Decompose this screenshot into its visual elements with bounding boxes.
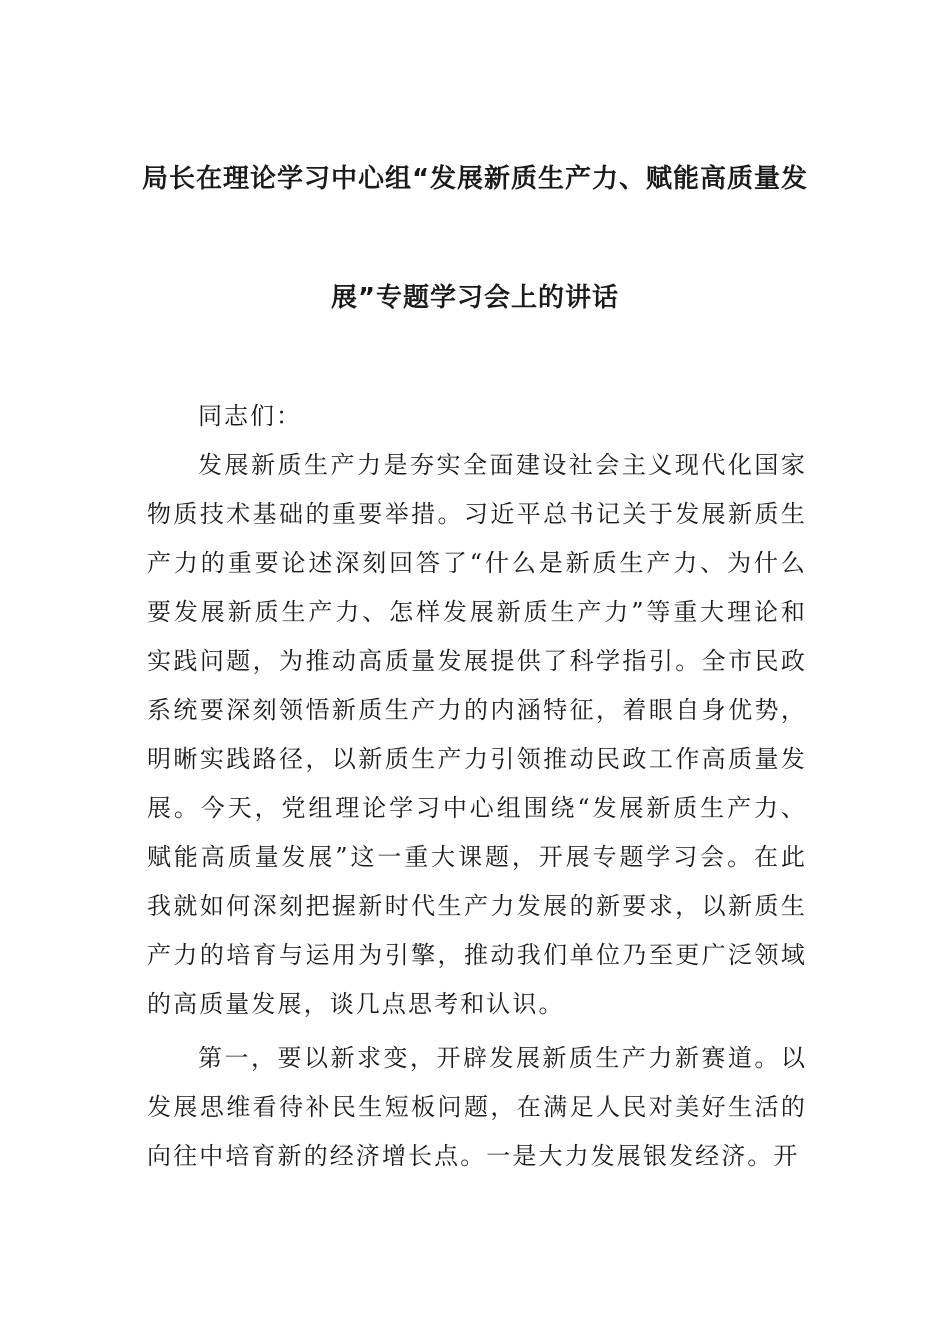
- paragraph-intro: 发展新质生产力是夯实全面建设社会主义现代化国家物质技术基础的重要举措。习近平总书记关于发展新质生产力的重要论述深刻回答了“什么是新质生产力、为什么要发展新质生产力、怎样发展新质生产力”等重大理论和实践问题，为推动高质量发展提供了科学指引。全市民政系统要深刻领悟新质生产力的内涵特征，着眼自身优势，明晰实践路径，以新质生产力引领推动民政工作高质量发展。今天，党组理论学习中心组围绕“发展新质生产力、赋能高质量发展”这一重大课题，开展专题学习会。在此我就如何深刻把握新时代生产力发展的新要求，以新质生产力的培育与运用为引擎，推动我们单位乃至更广泛领域的高质量发展，谈几点思考和认识。: [147, 451, 807, 1018]
- salutation: 同志们：: [198, 402, 302, 430]
- paragraph-first-point: 第一，要以新求变，开辟发展新质生产力新赛道。以发展思维看待补民生短板问题，在满足人民对美好生活的向往中培育新的经济增长点。一是大力发展银发经济。开: [147, 1044, 807, 1170]
- document-title-line-1: 局长在理论学习中心组“发展新质生产力、赋能高质量发: [141, 164, 809, 194]
- document-title-line-2: 展”专题学习会上的讲话: [330, 283, 620, 313]
